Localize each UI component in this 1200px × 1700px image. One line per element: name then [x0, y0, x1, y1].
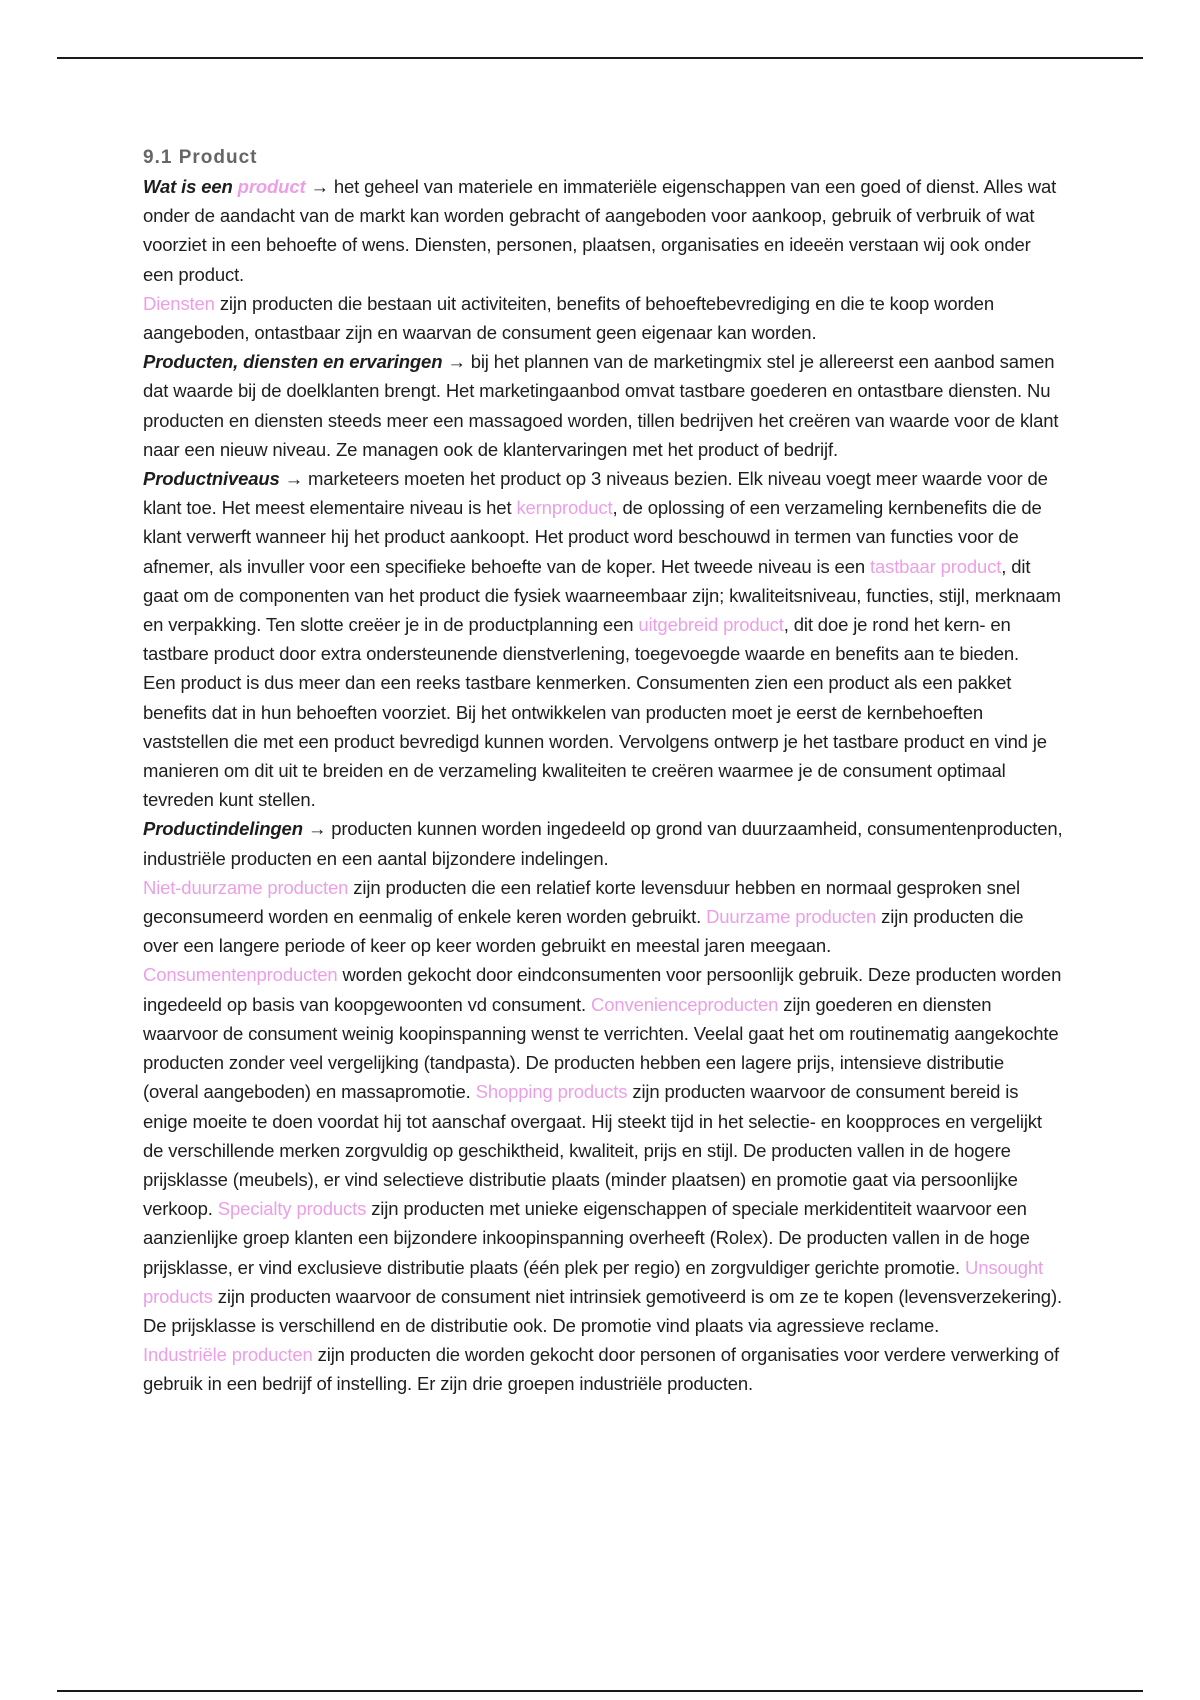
arrow-icon: → [302, 818, 332, 840]
paragraph-text: , de oplossing of een verzameling kernbenefits die de klant verwerft wanneer hij het product aankoopt. Het product word beschouwd in termen van functies voor de afnemer, als invuller voor een specifieke behoefte van de koper. Het tweede niveau is een [143, 497, 1042, 577]
arrow-icon: → [279, 468, 309, 490]
paragraph-lead: Productindelingen [143, 818, 303, 840]
paragraph-productniveaus [143, 464, 1063, 668]
paragraph-text: zijn producten die een relatief korte levensduur hebben en normaal gesproken snel geconsumeerd worden en eenmalig of enkele keren worden gebruikt. [143, 876, 1020, 928]
paragraph-text: , dit gaat om de componenten van het product die fysiek waarneembaar zijn; kwaliteitsniveau, functies, stijl, merknaam en verpakking. Ten slotte creëer je in de productplanning een [143, 555, 1061, 636]
paragraph-text: zijn producten waarvoor de consument bereid is enige moeite te doen voordat hij tot aanschaf overgaat. Hij steekt tijd in het selectie- en koopproces en vergelijkt de verschillende merken zorgvuldig op geschiktheid, kwaliteit, prijs en stijl. De producten vallen in de hogere prijsklasse (meubels), er vind selectieve distributie plaats (minder plaatsen) en promotie gaat via persoonlijke verkoop. [143, 1081, 1042, 1220]
paragraph-product-definition [143, 172, 1063, 289]
paragraph-text: marketeers moeten het product op 3 niveaus bezien. Elk niveau voegt meer waarde voor de klant toe. Het meest elementaire niveau is het [143, 468, 1048, 519]
paragraph-text: het geheel van materiele en immateriële eigenschappen van een goed of dienst. Alles wat onder de aandacht van de markt kan worden gebracht of aangeboden voor aankoop, gebruik of verbruik of wat voorziet in een behoefte of wens. Diensten, personen, plaatsen, organisaties en ideeën verstaan wij ook onder een product. [143, 176, 1057, 285]
term-uitgebreid-product: uitgebreid product [638, 614, 784, 636]
paragraph-summary: Een product is dus meer dan een reeks tastbare kenmerken. Consumenten zien een product als een pakket benefits dat in hun behoeften voorziet. Bij het ontwikkelen van producten moet je eerst de kernbehoeften vaststellen die met een product bevredigd kunnen worden. Vervolgens ontwerp je het tastbare product en vind je manieren om dit uit te breiden en de verzameling kwaliteiten te creëren waarmee je de consument optimaal tevreden kunt stellen. [143, 672, 1047, 811]
term-specialty-products: Specialty products [217, 1198, 367, 1220]
paragraph-text: zijn producten die bestaan uit activiteiten, benefits of behoeftebevrediging en die te koop worden aangeboden, ontastbaar zijn en waarvan de consument geen eigenaar kan worden. [143, 292, 994, 344]
term-industriele-producten: Industriële producten [143, 1344, 313, 1366]
footer-rule [57, 1690, 1143, 1692]
term-tastbaar-product: tastbaar product [869, 555, 1002, 577]
term-kernproduct: kernproduct [516, 497, 613, 519]
paragraph-text: , dit doe je rond het kern- en tastbare product door extra ondersteunende dienstverlening, toegevoegde waarde en benefits aan te bieden. [143, 614, 1019, 665]
paragraph-text: worden gekocht door eindconsumenten voor persoonlijk gebruik. Deze producten worden ingedeeld op basis van koopgewoonten vd consument. [143, 964, 1062, 1015]
header-rule [57, 57, 1143, 59]
term-product: product [237, 176, 306, 197]
document-body [143, 143, 1063, 1399]
arrow-icon: → [305, 176, 334, 197]
paragraph-lead: Productniveaus [143, 468, 280, 490]
arrow-icon: → [442, 351, 471, 373]
term-consumentenproducten: Consumentenproducten [143, 964, 338, 986]
term-duurzame-producten: Duurzame producten [706, 906, 877, 928]
paragraph-text: zijn producten waarvoor de consument niet intrinsiek gemotiveerd is om ze te kopen (levensverzekering). De prijsklasse is verschillend en de distributie ook. De promotie vind plaats via agressieve reclame. [143, 1285, 1062, 1336]
paragraph-industriele-producten [143, 1340, 1063, 1398]
paragraph-text: zijn producten met unieke eigenschappen of speciale merkidentiteit waarvoor een aanzienlijke groep klanten een bijzondere inkoopinspanning overheeft (Rolex). De producten vallen in de hoge prijsklasse, er vind exclusieve distributie plaats (één plek per regio) en zorgvuldiger gerichte promotie. [143, 1198, 1030, 1278]
paragraph-lead: Wat is een [143, 176, 233, 197]
paragraph-text: bij het plannen van de marketingmix stel je allereerst een aanbod samen dat waarde bij de doelklanten brengt. Het marketingaanbod omvat tastbare goederen en ontastbare diensten. Nu producten en diensten steeds meer een massagoed worden, tillen bedrijven het creëren van waarde voor de klant naar een nieuw niveau. Ze managen ook de klantervaringen met het product of bedrijf. [143, 351, 1059, 460]
paragraph-text: producten kunnen worden ingedeeld op grond van duurzaamheid, consumentenproducten, industriële producten en een aantal bijzondere indelingen. [143, 818, 1063, 869]
section-heading: 9.1 Product [143, 147, 258, 168]
term-diensten: Diensten [143, 292, 215, 314]
paragraph-productindelingen [143, 814, 1063, 872]
paragraph-text: zijn producten die over een langere periode of keer op keer worden gebruikt en meestal jaren meegaan. [143, 906, 1024, 957]
term-convenienceproducten: Convenienceproducten [590, 993, 779, 1015]
paragraph-ervaringen [143, 347, 1063, 464]
paragraph-duurzaamheid [143, 873, 1063, 961]
paragraph-consumentenproducten [143, 960, 1063, 1340]
term-shopping-products: Shopping products [475, 1081, 628, 1103]
term-unsought-products: Unsought products [143, 1256, 1043, 1307]
paragraph-lead: Producten, diensten en ervaringen [143, 351, 443, 373]
paragraph-text: zijn producten die worden gekocht door personen of organisaties voor verdere verwerking of gebruik in een bedrijf of instelling. Er zijn drie groepen industriële producten. [143, 1344, 1059, 1395]
paragraph-diensten [143, 289, 1063, 347]
paragraph-text: zijn goederen en diensten waarvoor de consument weinig koopinspanning wenst te verrichten. Veelal gaat het om routinematig aangekochte producten zonder veel vergelijking (tandpasta). De producten hebben een lagere prijs, intensieve distributie (overal aangeboden) en massapromotie. [143, 993, 1059, 1103]
term-niet-duurzame-producten: Niet-duurzame producten [143, 876, 349, 898]
